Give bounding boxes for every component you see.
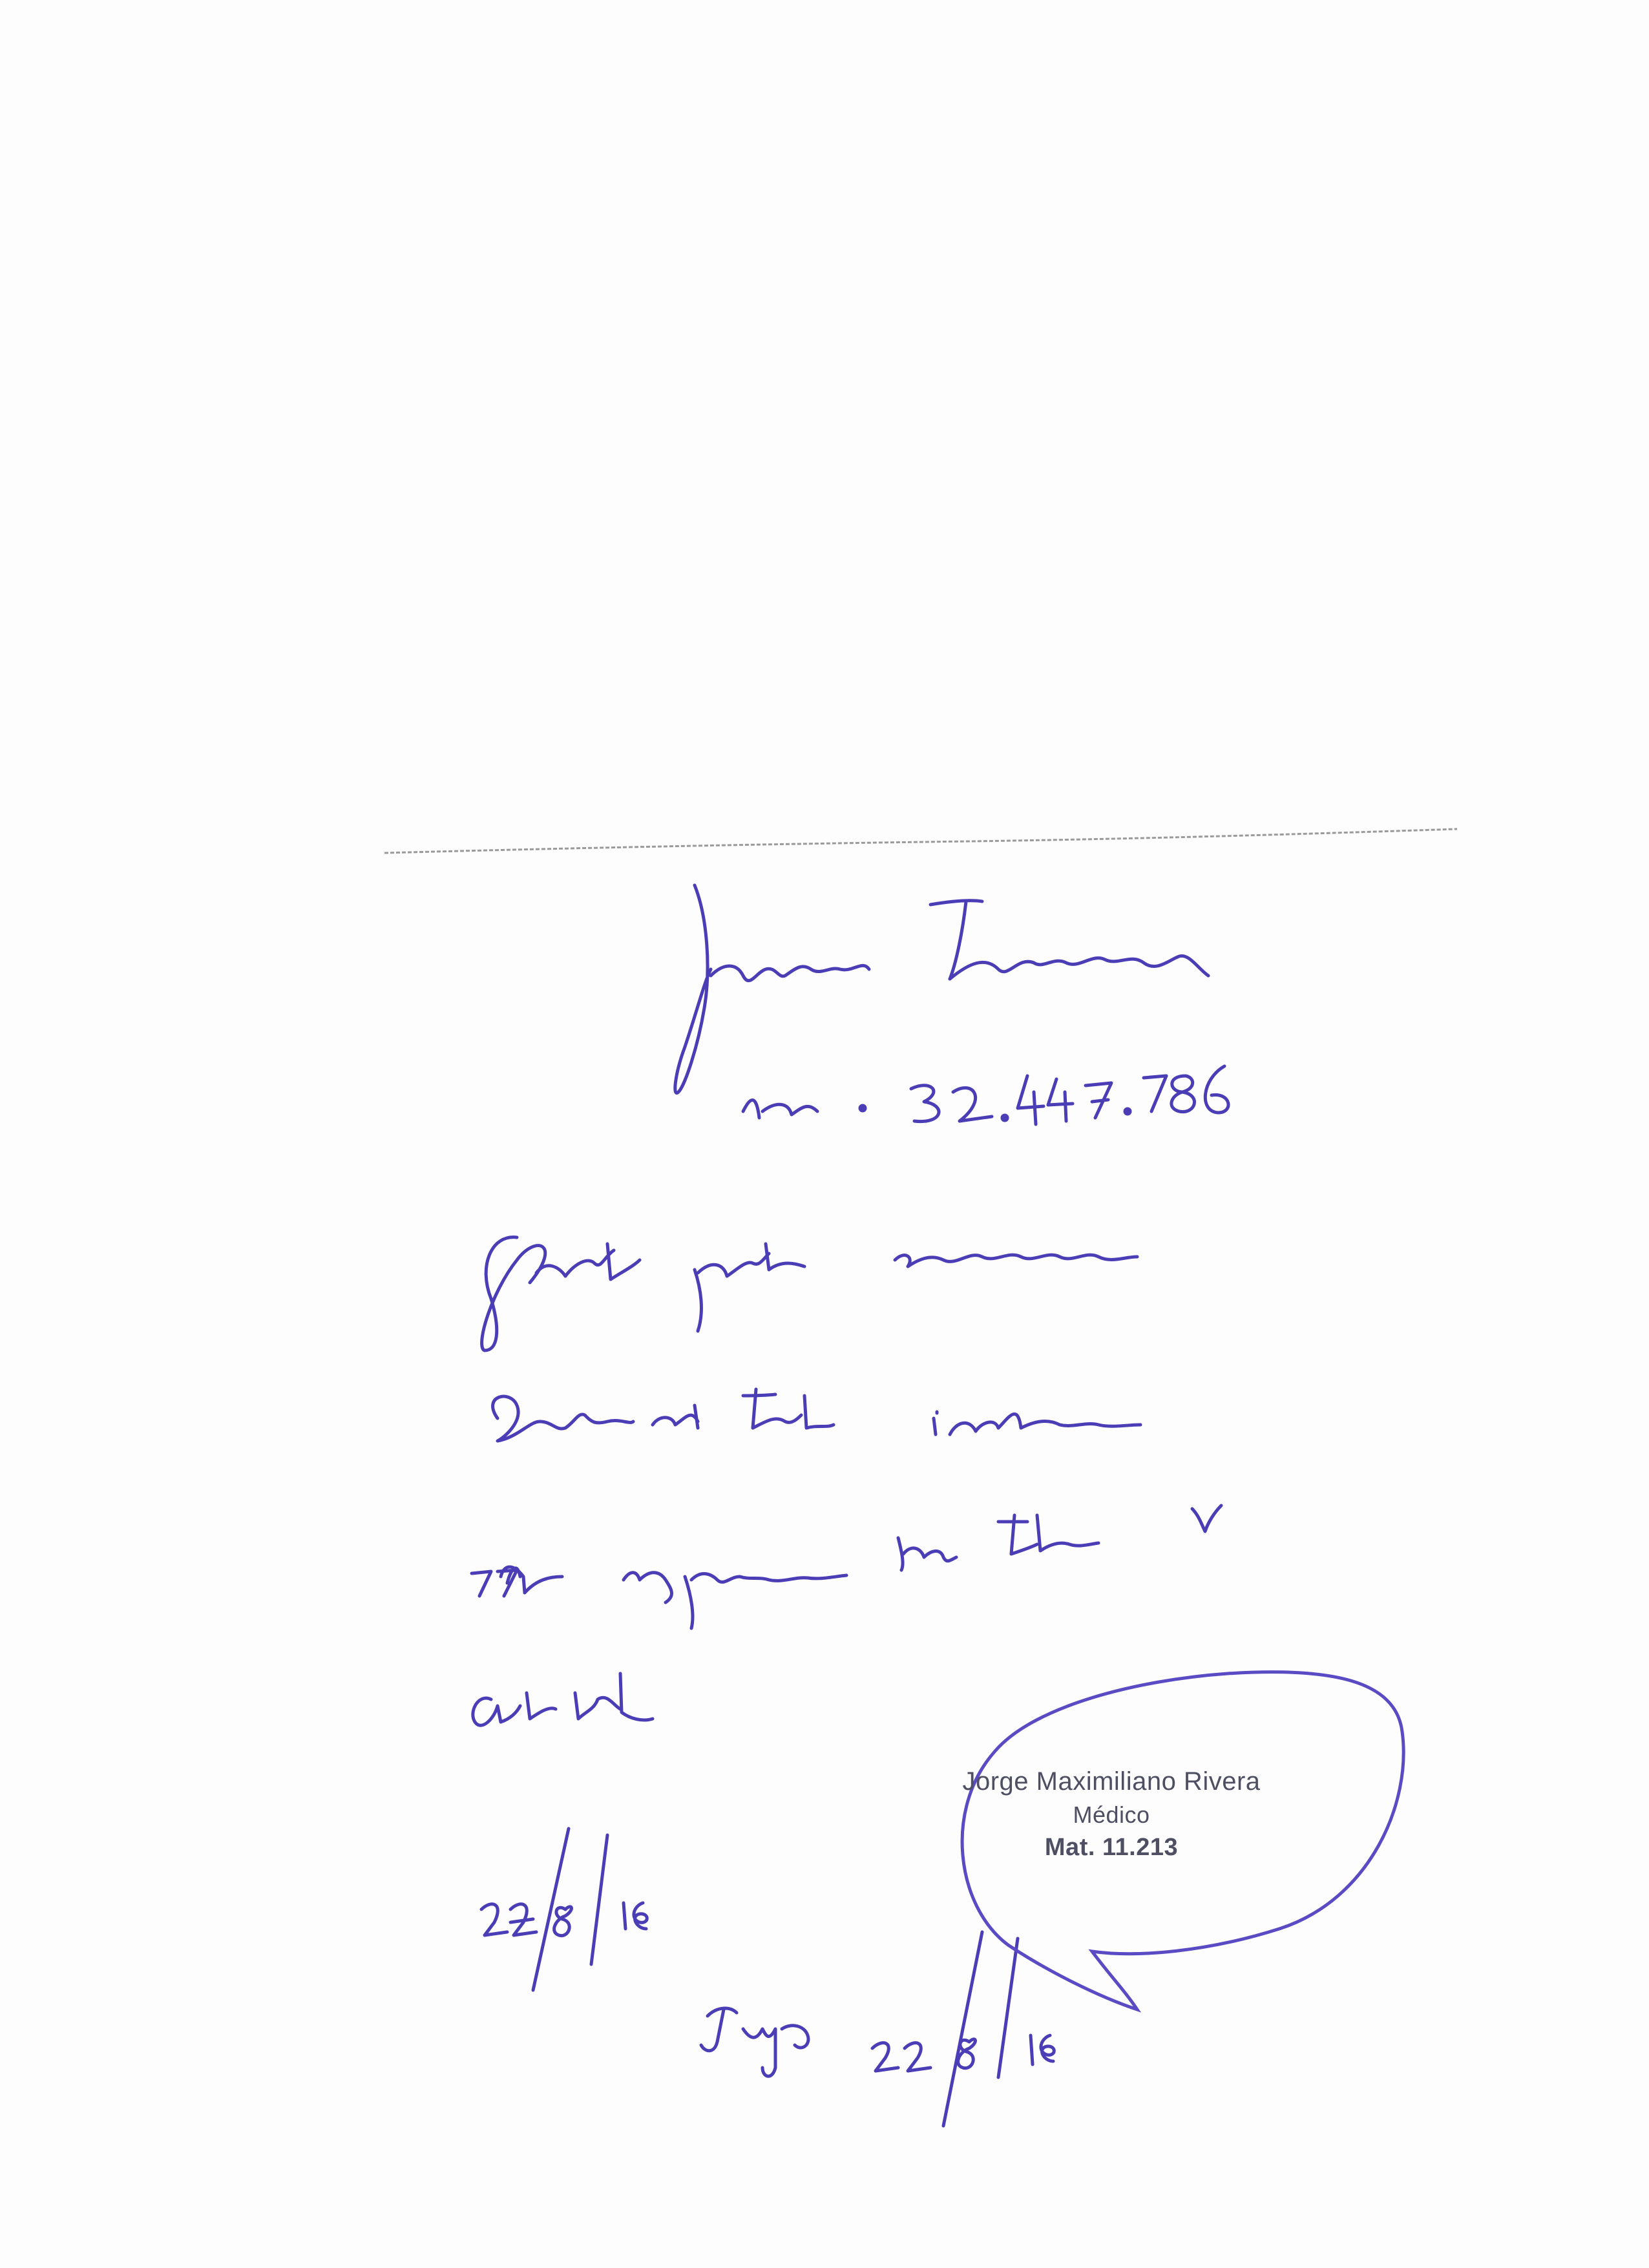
stamp-doctor-title: Médico [1073,1801,1150,1828]
handwritten-patient-name [675,885,1208,1093]
handwritten-line-2 [493,1389,1140,1441]
handwritten-line-1 [482,1237,1137,1350]
handwritten-date-2 [701,1932,1054,2126]
handwritten-dni [743,1066,1228,1124]
perforation-line [384,829,1457,853]
stamp-doctor-name: Jorge Maximiliano Rivera [962,1767,1261,1796]
stamp-registration-number: Mat. 11.213 [1044,1834,1179,1861]
handwritten-date-1 [481,1829,647,1990]
handwritten-line-3 [472,1506,1221,1628]
handwritten-line-4 [473,1674,653,1725]
